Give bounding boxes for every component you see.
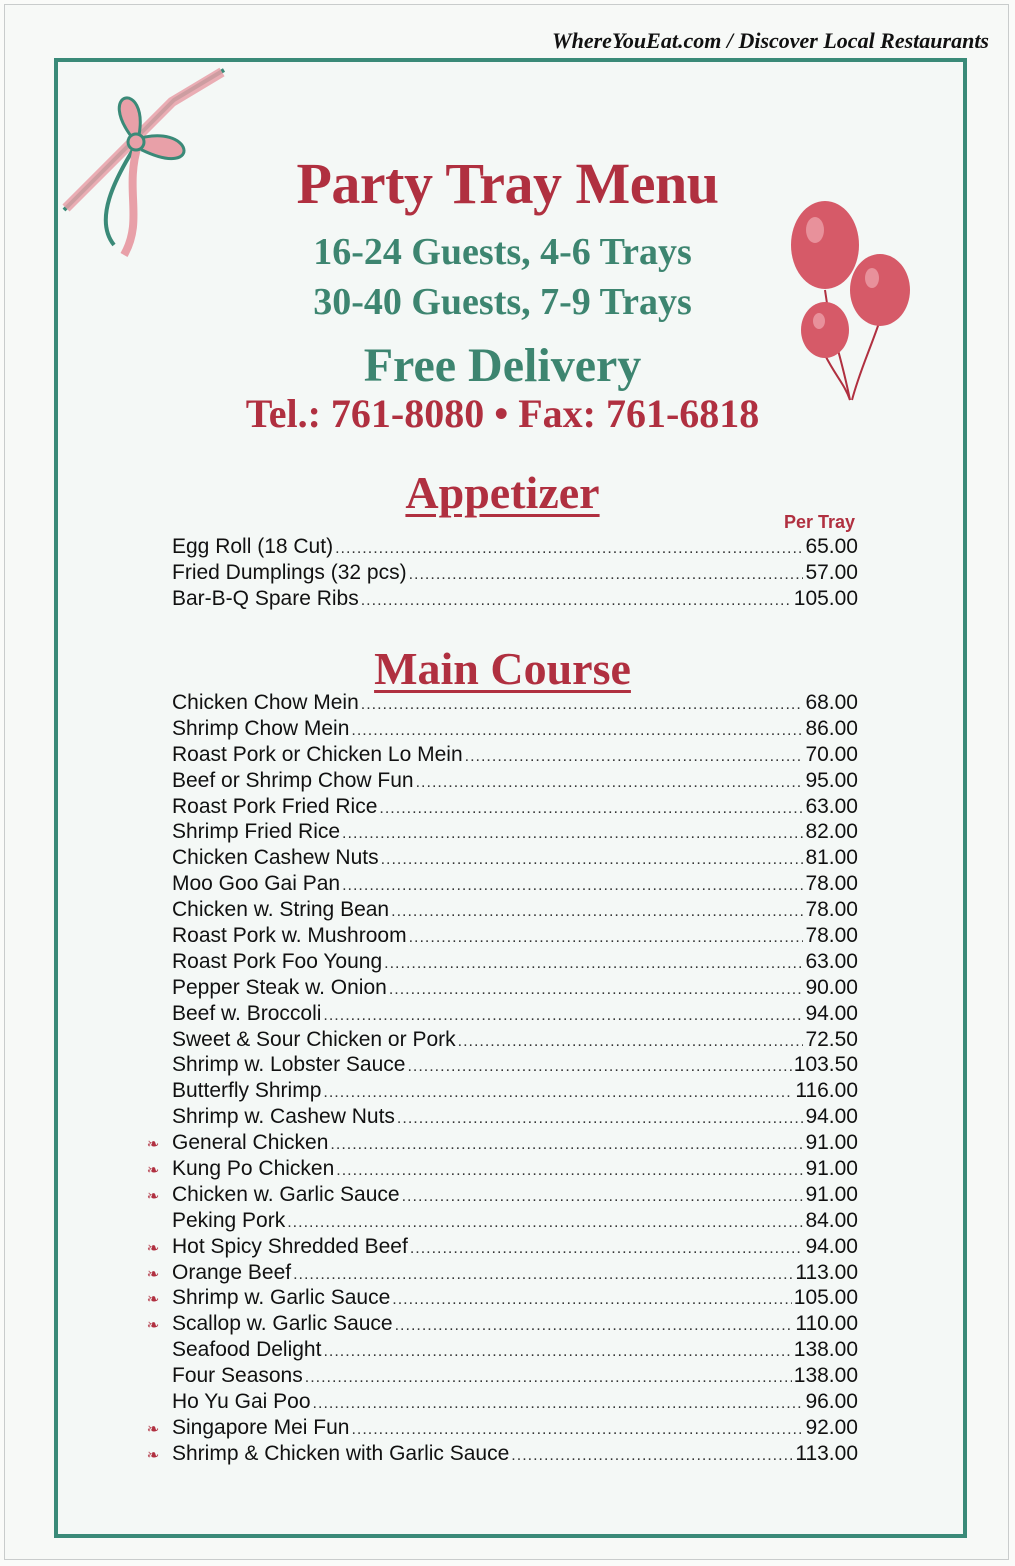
- menu-item: [134, 950, 858, 976]
- menu-item: [134, 561, 858, 587]
- menu-item-name: Sweet & Sour Chicken or Pork: [172, 1027, 456, 1051]
- menu-item: [134, 1028, 858, 1054]
- menu-item: [134, 691, 858, 717]
- menu-item-price: 105.00: [793, 586, 858, 610]
- hot-spicy-icon: ❧: [146, 1420, 160, 1438]
- menu-item-name: Chicken Cashew Nuts: [172, 846, 379, 870]
- menu-item-price: 105.00: [793, 1286, 858, 1310]
- menu-item: [134, 1416, 858, 1442]
- site-watermark: WhereYouEat.com / Discover Local Restaurants: [552, 28, 989, 53]
- menu-item: [134, 587, 858, 613]
- menu-item-price: 91.00: [805, 1182, 858, 1206]
- menu-item-price: 91.00: [805, 1157, 858, 1181]
- menu-item: [134, 1390, 858, 1416]
- hot-spicy-icon: ❧: [146, 1162, 160, 1180]
- dot-leader: [511, 1447, 793, 1465]
- menu-item-price: 116.00: [795, 1079, 858, 1103]
- menu-item-price: 91.00: [805, 1131, 858, 1155]
- dot-leader: [293, 1266, 793, 1284]
- menu-item-name: Singapore Mei Fun: [172, 1415, 350, 1439]
- menu-item: [134, 1338, 858, 1364]
- menu-item-price: 84.00: [805, 1208, 858, 1232]
- dot-leader: [330, 1136, 803, 1154]
- menu-item: [134, 1131, 858, 1157]
- menu-item: [134, 1235, 858, 1261]
- menu-item-price: 63.00: [805, 794, 858, 818]
- menu-item-name: Beef w. Broccoli: [172, 1001, 322, 1025]
- menu-item: [134, 1364, 858, 1390]
- menu-item-name: Chicken w. Garlic Sauce: [172, 1182, 400, 1206]
- menu-item-price: 65.00: [805, 535, 858, 558]
- main-course-heading: Main Course: [374, 643, 631, 694]
- menu-title: Party Tray Menu: [296, 151, 719, 216]
- dot-leader: [323, 1343, 791, 1361]
- dot-leader: [323, 1007, 803, 1025]
- dot-leader: [379, 800, 803, 818]
- dot-leader: [342, 877, 803, 895]
- dot-leader: [361, 592, 792, 610]
- appetizer-list: [134, 535, 858, 613]
- dot-leader: [410, 1240, 804, 1258]
- dot-leader: [416, 774, 804, 792]
- menu-item: [134, 820, 858, 846]
- dot-leader: [458, 1033, 804, 1051]
- menu-item-price: 82.00: [805, 820, 858, 844]
- dot-leader: [402, 1188, 804, 1206]
- menu-item-price: 70.00: [805, 742, 858, 766]
- menu-item-name: Peking Pork: [172, 1208, 286, 1232]
- menu-item-price: 113.00: [795, 1260, 858, 1284]
- menu-item: [134, 1105, 858, 1131]
- dot-leader: [397, 1110, 804, 1128]
- dot-leader: [395, 1317, 794, 1335]
- hot-spicy-icon: ❧: [146, 1291, 160, 1309]
- dot-leader: [407, 1058, 791, 1076]
- hot-spicy-icon: ❧: [146, 1446, 160, 1464]
- menu-item-name: Hot Spicy Shredded Beef: [172, 1234, 408, 1258]
- menu-item-name: General Chicken: [172, 1131, 329, 1155]
- menu-item: [134, 743, 858, 769]
- menu-item-price: 68.00: [805, 691, 858, 714]
- dot-leader: [392, 1291, 792, 1309]
- dot-leader: [351, 722, 803, 740]
- menu-item: [134, 795, 858, 821]
- menu-item-price: 96.00: [805, 1390, 858, 1414]
- dot-leader: [361, 696, 804, 714]
- menu-item-price: 57.00: [805, 560, 858, 584]
- menu-item: [134, 1442, 858, 1468]
- dot-leader: [381, 851, 804, 869]
- menu-item: [134, 1157, 858, 1183]
- menu-item-name: Shrimp w. Garlic Sauce: [172, 1286, 391, 1310]
- hot-spicy-icon: ❧: [146, 1317, 160, 1335]
- menu-item-price: 103.50: [793, 1053, 858, 1077]
- hot-spicy-icon: ❧: [146, 1187, 160, 1205]
- menu-item: [134, 1183, 858, 1209]
- menu-item: [134, 846, 858, 872]
- menu-item-name: Roast Pork Fried Rice: [172, 794, 378, 818]
- menu-item-price: 138.00: [793, 1364, 858, 1388]
- contact-numbers: Tel.: 761-8080 • Fax: 761-6818: [245, 391, 760, 436]
- menu-item-name: Scallop w. Garlic Sauce: [172, 1312, 393, 1336]
- menu-item-price: 78.00: [805, 898, 858, 922]
- menu-item-price: 138.00: [793, 1338, 858, 1362]
- menu-item-name: Roast Pork or Chicken Lo Mein: [172, 742, 463, 766]
- menu-item: [134, 717, 858, 743]
- menu-item-price: 90.00: [805, 975, 858, 999]
- menu-item-name: Egg Roll (18 Cut): [172, 535, 334, 558]
- menu-item: [134, 1286, 858, 1312]
- menu-item-price: 94.00: [805, 1001, 858, 1025]
- menu-item-name: Ho Yu Gai Poo: [172, 1390, 311, 1414]
- menu-item-name: Shrimp Chow Mein: [172, 716, 350, 740]
- hot-spicy-icon: ❧: [146, 1239, 160, 1257]
- menu-item: [134, 1002, 858, 1028]
- menu-item-price: 86.00: [805, 716, 858, 740]
- menu-item: [134, 535, 858, 561]
- menu-item-name: Chicken w. String Bean: [172, 898, 390, 922]
- menu-item-name: Kung Po Chicken: [172, 1157, 335, 1181]
- menu-item: [134, 1261, 858, 1287]
- menu-item: [134, 924, 858, 950]
- main-course-list: [134, 691, 858, 1468]
- menu-item-price: 113.00: [795, 1441, 858, 1465]
- menu-item-name: Pepper Steak w. Onion: [172, 975, 387, 999]
- menu-item-price: 63.00: [805, 949, 858, 973]
- dot-leader: [313, 1395, 804, 1413]
- dot-leader: [409, 929, 804, 947]
- menu-item: [134, 976, 858, 1002]
- dot-leader: [351, 1421, 803, 1439]
- menu-item-name: Shrimp & Chicken with Garlic Sauce: [172, 1441, 510, 1465]
- menu-item-price: 78.00: [805, 872, 858, 896]
- dot-leader: [389, 981, 804, 999]
- dot-leader: [323, 1084, 793, 1102]
- menu-item-price: 95.00: [805, 768, 858, 792]
- menu-item: [134, 769, 858, 795]
- dot-leader: [391, 903, 803, 921]
- guests-large-party: 30-40 Guests, 7-9 Trays: [313, 281, 692, 323]
- dot-leader: [465, 748, 804, 766]
- menu-item-price: 94.00: [805, 1234, 858, 1258]
- menu-item-name: Beef or Shrimp Chow Fun: [172, 768, 414, 792]
- menu-item-price: 94.00: [805, 1105, 858, 1129]
- menu-item-name: Bar-B-Q Spare Ribs: [172, 586, 359, 610]
- menu-item-name: Orange Beef: [172, 1260, 292, 1284]
- per-tray-label: Per Tray: [783, 512, 855, 532]
- hot-spicy-icon: ❧: [146, 1136, 160, 1154]
- menu-item-name: Shrimp w. Cashew Nuts: [172, 1105, 395, 1129]
- menu-item-name: Roast Pork Foo Young: [172, 949, 383, 973]
- menu-item-name: Fried Dumplings (32 pcs): [172, 560, 407, 584]
- hot-spicy-icon: ❧: [146, 1265, 160, 1283]
- menu-item: [134, 1312, 858, 1338]
- menu-item-name: Chicken Chow Mein: [172, 691, 359, 714]
- menu-item: [134, 1053, 858, 1079]
- menu-item-name: Butterfly Shrimp: [172, 1079, 322, 1103]
- menu-item-price: 92.00: [805, 1415, 858, 1439]
- free-delivery-banner: Free Delivery: [363, 339, 642, 392]
- menu-item-price: 72.50: [805, 1027, 858, 1051]
- dot-leader: [336, 1162, 803, 1180]
- guests-small-party: 16-24 Guests, 4-6 Trays: [313, 231, 692, 273]
- menu-item: [134, 1209, 858, 1235]
- dot-leader: [342, 825, 803, 843]
- menu-item: [134, 898, 858, 924]
- menu-item-name: Four Seasons: [172, 1364, 303, 1388]
- menu-item: [134, 1079, 858, 1105]
- menu-item-price: 110.00: [795, 1312, 858, 1336]
- dot-leader: [384, 955, 803, 973]
- menu-item-name: Moo Goo Gai Pan: [172, 872, 341, 896]
- dot-leader: [305, 1369, 792, 1387]
- menu-item-name: Seafood Delight: [172, 1338, 322, 1362]
- dot-leader: [409, 566, 804, 584]
- menu-item-price: 78.00: [805, 924, 858, 948]
- dot-leader: [287, 1214, 803, 1232]
- menu-item-name: Shrimp w. Lobster Sauce: [172, 1053, 406, 1077]
- menu-item-price: 81.00: [805, 846, 858, 870]
- menu-item-name: Roast Pork w. Mushroom: [172, 924, 407, 948]
- dot-leader: [335, 540, 803, 558]
- menu-item-name: Shrimp Fried Rice: [172, 820, 341, 844]
- menu-item: [134, 872, 858, 898]
- appetizer-heading: Appetizer: [405, 467, 600, 518]
